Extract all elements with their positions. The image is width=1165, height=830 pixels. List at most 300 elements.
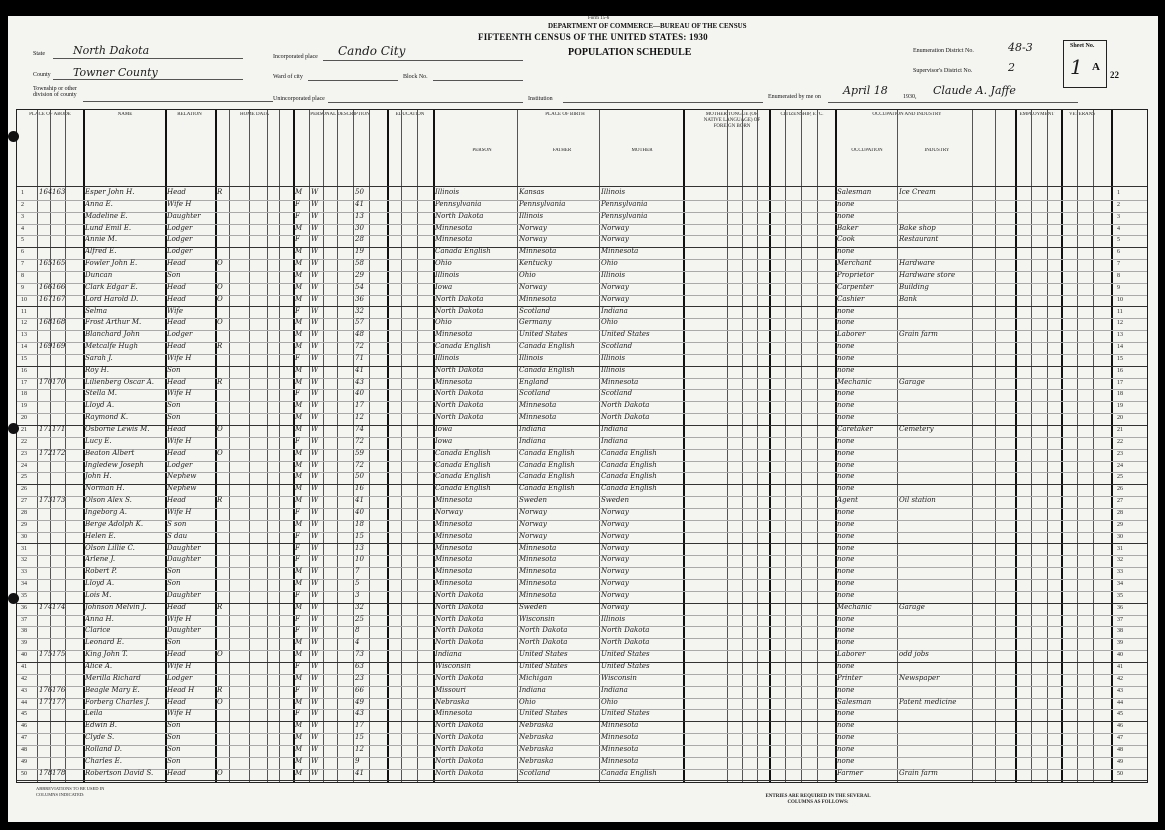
cell-rel: Wife H bbox=[167, 614, 192, 623]
cell-fbp: Canada English bbox=[519, 484, 575, 493]
line-number-right: 25 bbox=[1117, 474, 1123, 481]
cell-name: Fowler John E. bbox=[85, 259, 138, 268]
cell-mbp: Scotland bbox=[601, 342, 633, 351]
cell-fbp: Norway bbox=[519, 282, 547, 291]
group-education: EDUCATION bbox=[395, 112, 425, 117]
table-row bbox=[17, 425, 1147, 437]
cell-age: 41 bbox=[355, 768, 364, 777]
cell-fbp: Minnesota bbox=[519, 555, 557, 564]
population-table bbox=[16, 109, 1148, 783]
returns-note: ENTRIES ARE REQUIRED IN THE SEVERAL COLUMNS AS FOLLOWS: bbox=[765, 794, 871, 805]
cell-mbp: Canada English bbox=[601, 768, 657, 777]
cell-fam: 166 bbox=[52, 282, 66, 291]
cell-occ: Cook bbox=[837, 235, 856, 244]
cell-bp: Iowa bbox=[435, 425, 453, 433]
cell-bp: Minnesota bbox=[435, 330, 473, 339]
cell-name: Frost Arthur M. bbox=[85, 318, 142, 327]
cell-rel: S son bbox=[167, 519, 187, 528]
cell-name: Lund Emil E. bbox=[85, 223, 132, 232]
cell-occ: none bbox=[837, 555, 855, 564]
cell-fbp: Michigan bbox=[519, 673, 553, 682]
cell-name: Robert P. bbox=[85, 567, 118, 576]
line-number-right: 45 bbox=[1117, 711, 1123, 718]
cell-bp: Minnesota bbox=[435, 496, 473, 505]
cell-rel: Head bbox=[167, 377, 186, 386]
cell-occ: none bbox=[837, 709, 855, 718]
table-row bbox=[17, 674, 1147, 686]
line-number-right: 49 bbox=[1117, 758, 1123, 765]
cell-occ: none bbox=[837, 389, 855, 398]
cell-fam: 176 bbox=[52, 685, 66, 694]
cell-sex: M bbox=[295, 650, 303, 659]
table-row bbox=[17, 615, 1147, 627]
cell-race: W bbox=[311, 448, 319, 457]
block-label: Block No. bbox=[403, 74, 428, 80]
table-row bbox=[17, 733, 1147, 745]
cell-age: 30 bbox=[355, 223, 364, 232]
cell-name: Roy H. bbox=[85, 365, 109, 374]
group-employment: EMPLOYMENT bbox=[1019, 112, 1055, 117]
cell-bp: Wisconsin bbox=[435, 662, 471, 670]
line-number-right: 38 bbox=[1117, 628, 1123, 635]
cell-bp: North Dakota bbox=[435, 413, 484, 422]
line-number: 3 bbox=[21, 213, 24, 220]
cell-dw: 166 bbox=[39, 282, 53, 291]
cell-occ: Salesman bbox=[837, 697, 872, 706]
group-relation: RELATION bbox=[177, 112, 202, 117]
line-number-right: 3 bbox=[1117, 213, 1120, 220]
cell-ind: Grain farm bbox=[899, 768, 938, 777]
cell-occ: none bbox=[837, 460, 855, 469]
line-number: 40 bbox=[21, 652, 27, 659]
cell-name: Lilienberg Oscar A. bbox=[85, 377, 154, 386]
cell-age: 13 bbox=[355, 543, 364, 552]
cell-race: W bbox=[311, 460, 319, 469]
cell-home: O bbox=[217, 650, 223, 659]
cell-age: 29 bbox=[355, 270, 364, 279]
table-row bbox=[17, 472, 1147, 484]
cell-bp: Illinois bbox=[435, 188, 460, 196]
cell-sex: M bbox=[295, 484, 303, 493]
cell-occ: none bbox=[837, 365, 855, 374]
cell-rel: Son bbox=[167, 270, 181, 279]
cell-sex: F bbox=[295, 709, 300, 718]
cell-name: Lloyd A. bbox=[85, 401, 115, 410]
cell-fbp: Sweden bbox=[519, 602, 548, 611]
cell-occ: none bbox=[837, 579, 855, 588]
line-number-right: 29 bbox=[1117, 521, 1123, 528]
group-home-data: HOME DATA bbox=[240, 112, 269, 117]
cell-ind: Newspaper bbox=[899, 673, 940, 682]
cell-home: R bbox=[217, 377, 223, 386]
cell-age: 17 bbox=[355, 721, 364, 730]
enumerated-date: April 18 bbox=[843, 84, 888, 97]
cell-name: Arlene J. bbox=[85, 555, 116, 564]
binding-hole bbox=[8, 593, 19, 604]
cell-fbp: Minnesota bbox=[519, 413, 557, 422]
cell-rel: Daughter bbox=[167, 543, 201, 552]
cell-name: Alfred E. bbox=[85, 247, 117, 256]
line-number: 48 bbox=[21, 746, 27, 753]
line-number: 26 bbox=[21, 486, 27, 493]
line-number-right: 35 bbox=[1117, 592, 1123, 599]
cell-rel: Son bbox=[167, 638, 181, 647]
line-number: 17 bbox=[21, 379, 27, 386]
cell-occ: Salesman bbox=[837, 188, 872, 196]
cell-bp: Minnesota bbox=[435, 531, 473, 540]
line-number: 34 bbox=[21, 581, 27, 588]
cell-age: 72 bbox=[355, 436, 364, 445]
line-number: 27 bbox=[21, 498, 27, 505]
cell-fbp: Scotland bbox=[519, 389, 551, 398]
cell-name: Clyde S. bbox=[85, 733, 115, 742]
cell-rel: Lodger bbox=[167, 460, 193, 469]
cell-mbp: Norway bbox=[601, 282, 629, 291]
form-number: Form 15-6 bbox=[588, 16, 610, 21]
cell-dw: 172 bbox=[39, 448, 53, 457]
subhead-occupation: OCCUPATION bbox=[851, 148, 883, 153]
cell-name: Charles E. bbox=[85, 756, 122, 765]
cell-fbp: Indiana bbox=[519, 685, 546, 694]
cell-bp: Norway bbox=[435, 507, 463, 516]
cell-sex: M bbox=[295, 377, 303, 386]
cell-bp: Indiana bbox=[435, 650, 462, 659]
table-row bbox=[17, 330, 1147, 342]
cell-fbp: Indiana bbox=[519, 436, 546, 445]
line-number: 46 bbox=[21, 723, 27, 730]
cell-mbp: Minnesota bbox=[601, 744, 639, 753]
table-row bbox=[17, 508, 1147, 520]
line-number-right: 43 bbox=[1117, 687, 1123, 694]
cell-fbp: Germany bbox=[519, 318, 552, 327]
cell-rel: Head bbox=[167, 650, 186, 659]
cell-race: W bbox=[311, 756, 319, 765]
line-number: 5 bbox=[21, 237, 24, 244]
cell-mbp: Illinois bbox=[601, 270, 626, 279]
cell-race: W bbox=[311, 330, 319, 339]
cell-age: 8 bbox=[355, 626, 360, 635]
cell-bp: North Dakota bbox=[435, 638, 484, 647]
table-row bbox=[17, 449, 1147, 461]
cell-rel: Son bbox=[167, 401, 181, 410]
cell-age: 4 bbox=[355, 638, 360, 647]
cell-occ: Farmer bbox=[837, 768, 864, 777]
cell-fbp: Canada English bbox=[519, 448, 575, 457]
cell-name: Edwin B. bbox=[85, 721, 117, 730]
cell-age: 3 bbox=[355, 590, 360, 599]
table-row bbox=[17, 366, 1147, 378]
cell-sex: M bbox=[295, 721, 303, 730]
cell-bp: Minnesota bbox=[435, 709, 473, 718]
cell-mbp: United States bbox=[601, 662, 650, 670]
cell-mbp: Illinois bbox=[601, 614, 626, 623]
cell-sex: M bbox=[295, 472, 303, 481]
cell-occ: none bbox=[837, 756, 855, 765]
line-number: 14 bbox=[21, 344, 27, 351]
cell-rel: Head bbox=[167, 496, 186, 505]
cell-age: 5 bbox=[355, 579, 360, 588]
subhead-father: FATHER bbox=[552, 148, 572, 153]
cell-sex: M bbox=[295, 401, 303, 410]
group-place-of-birth: PLACE OF BIRTH bbox=[545, 112, 585, 117]
cell-mbp: Illinois bbox=[601, 365, 626, 374]
cell-rel: Son bbox=[167, 721, 181, 730]
cell-mbp: Canada English bbox=[601, 484, 657, 493]
cell-occ: none bbox=[837, 448, 855, 457]
cell-ind: Oil station bbox=[899, 496, 936, 505]
cell-age: 13 bbox=[355, 211, 364, 220]
cell-name: King John T. bbox=[85, 650, 128, 659]
cell-name: Beaton Albert bbox=[85, 448, 135, 457]
table-row bbox=[17, 235, 1147, 247]
cell-mbp: Pennsylvania bbox=[601, 211, 648, 220]
cell-name: Merilla Richard bbox=[85, 673, 141, 682]
table-row bbox=[17, 212, 1147, 224]
cell-fam: 173 bbox=[52, 496, 66, 505]
cell-rel: Head bbox=[167, 425, 186, 433]
cell-home: O bbox=[217, 282, 223, 291]
cell-sex: M bbox=[295, 330, 303, 339]
table-row bbox=[17, 342, 1147, 354]
table-row bbox=[17, 200, 1147, 212]
line-number: 20 bbox=[21, 415, 27, 422]
line-number: 8 bbox=[21, 272, 24, 279]
cell-fbp: Norway bbox=[519, 531, 547, 540]
cell-mbp: Norway bbox=[601, 507, 629, 516]
sheet-side: A bbox=[1092, 61, 1100, 73]
cell-occ: none bbox=[837, 685, 855, 694]
cell-rel: Head H bbox=[167, 685, 195, 694]
cell-rel: Head bbox=[167, 294, 186, 303]
line-number: 23 bbox=[21, 450, 27, 457]
group-place-of-abode: PLACE OF ABODE bbox=[29, 112, 71, 117]
institution-label: Institution bbox=[528, 96, 553, 102]
cell-ind: odd jobs bbox=[899, 650, 929, 659]
state-label: State bbox=[33, 51, 45, 57]
cell-name: Selma bbox=[85, 306, 107, 315]
cell-fbp: Minnesota bbox=[519, 590, 557, 599]
cell-fbp: United States bbox=[519, 330, 568, 339]
line-number-right: 34 bbox=[1117, 581, 1123, 588]
cell-race: W bbox=[311, 519, 319, 528]
cell-race: W bbox=[311, 744, 319, 753]
cell-fbp: Scotland bbox=[519, 306, 551, 315]
cell-mbp: Norway bbox=[601, 567, 629, 576]
cell-mbp: Indiana bbox=[601, 425, 628, 433]
cell-age: 18 bbox=[355, 519, 364, 528]
cell-fbp: Canada English bbox=[519, 342, 575, 351]
cell-bp: Minnesota bbox=[435, 377, 473, 386]
cell-occ: Laborer bbox=[837, 650, 866, 659]
cell-race: W bbox=[311, 259, 319, 268]
cell-sex: F bbox=[295, 662, 300, 670]
table-row bbox=[17, 603, 1147, 615]
line-number: 33 bbox=[21, 569, 27, 576]
cell-name: Norman H. bbox=[85, 484, 125, 493]
group-occupation: OCCUPATION AND INDUSTRY bbox=[872, 112, 942, 117]
cell-age: 73 bbox=[355, 650, 364, 659]
cell-rel: Lodger bbox=[167, 330, 193, 339]
subhead-industry: INDUSTRY bbox=[924, 148, 950, 153]
cell-name: Leila bbox=[85, 709, 103, 718]
line-number-right: 4 bbox=[1117, 225, 1120, 232]
line-number: 18 bbox=[21, 391, 27, 398]
cell-fbp: Minnesota bbox=[519, 543, 557, 552]
table-row bbox=[17, 378, 1147, 390]
cell-sex: M bbox=[295, 744, 303, 753]
cell-race: W bbox=[311, 247, 319, 256]
table-row bbox=[17, 318, 1147, 330]
line-number-right: 14 bbox=[1117, 344, 1123, 351]
cell-name: Lloyd A. bbox=[85, 579, 115, 588]
cell-fbp: Norway bbox=[519, 507, 547, 516]
cell-sex: F bbox=[295, 199, 300, 208]
county-label: County bbox=[33, 72, 51, 78]
cell-rel: Son bbox=[167, 744, 181, 753]
cell-dw: 164 bbox=[39, 188, 53, 196]
state-value: North Dakota bbox=[73, 44, 150, 57]
cell-sex: F bbox=[295, 626, 300, 635]
cell-sex: F bbox=[295, 685, 300, 694]
cell-name: Blanchard John bbox=[85, 330, 140, 339]
line-number: 29 bbox=[21, 521, 27, 528]
sheet-no-label: Sheet No. bbox=[1070, 43, 1095, 49]
table-row bbox=[17, 307, 1147, 319]
cell-fbp: Pennsylvania bbox=[519, 199, 566, 208]
cell-bp: North Dakota bbox=[435, 626, 484, 635]
division-label: division of county bbox=[33, 92, 77, 98]
line-number-right: 15 bbox=[1117, 355, 1123, 362]
cell-mbp: United States bbox=[601, 330, 650, 339]
cell-race: W bbox=[311, 365, 319, 374]
cell-bp: North Dakota bbox=[435, 756, 484, 765]
cell-occ: none bbox=[837, 484, 855, 493]
line-number: 38 bbox=[21, 628, 27, 635]
cell-age: 43 bbox=[355, 377, 364, 386]
cell-fbp: Illinois bbox=[519, 211, 544, 220]
cell-age: 23 bbox=[355, 673, 364, 682]
cell-mbp: Indiana bbox=[601, 436, 628, 445]
cell-ind: Building bbox=[899, 282, 929, 291]
line-number: 25 bbox=[21, 474, 27, 481]
cell-fbp: Nebraska bbox=[519, 721, 554, 730]
cell-bp: Canada English bbox=[435, 342, 491, 351]
cell-name: Lucy E. bbox=[85, 436, 112, 445]
line-number-right: 2 bbox=[1117, 201, 1120, 208]
cell-fbp: Minnesota bbox=[519, 294, 557, 303]
cell-age: 50 bbox=[355, 472, 364, 481]
cell-age: 57 bbox=[355, 318, 364, 327]
cell-race: W bbox=[311, 436, 319, 445]
cell-ind: Hardware bbox=[899, 259, 935, 268]
cell-race: W bbox=[311, 342, 319, 351]
cell-race: W bbox=[311, 484, 319, 493]
cell-fbp: England bbox=[519, 377, 549, 386]
cell-fbp: Norway bbox=[519, 235, 547, 244]
line-number-right: 13 bbox=[1117, 332, 1123, 339]
cell-home: O bbox=[217, 425, 223, 433]
cell-mbp: Norway bbox=[601, 223, 629, 232]
cell-sex: M bbox=[295, 697, 303, 706]
cell-age: 15 bbox=[355, 531, 364, 540]
table-row bbox=[17, 484, 1147, 496]
table-body bbox=[17, 188, 1147, 782]
cell-rel: Head bbox=[167, 697, 186, 706]
cell-mbp: Indiana bbox=[601, 306, 628, 315]
table-row bbox=[17, 224, 1147, 236]
cell-age: 63 bbox=[355, 662, 364, 670]
cell-fam: 167 bbox=[52, 294, 66, 303]
cell-sex: M bbox=[295, 519, 303, 528]
cell-race: W bbox=[311, 353, 319, 362]
cell-sex: F bbox=[295, 590, 300, 599]
cell-bp: Minnesota bbox=[435, 579, 473, 588]
line-number-right: 28 bbox=[1117, 509, 1123, 516]
table-row bbox=[17, 532, 1147, 544]
cell-mbp: Norway bbox=[601, 235, 629, 244]
subhead-person: PERSON bbox=[472, 148, 492, 153]
cell-race: W bbox=[311, 401, 319, 410]
cell-age: 72 bbox=[355, 342, 364, 351]
cell-age: 16 bbox=[355, 484, 364, 493]
cell-fbp: Ohio bbox=[519, 697, 536, 706]
line-number: 44 bbox=[21, 699, 27, 706]
cell-bp: Canada English bbox=[435, 472, 491, 481]
cell-home: O bbox=[217, 697, 223, 706]
supervisor-district-label: Supervisor's District No. bbox=[913, 68, 973, 74]
department-title: DEPARTMENT OF COMMERCE—BUREAU OF THE CENSUS bbox=[548, 22, 747, 30]
line-number: 19 bbox=[21, 403, 27, 410]
cell-home: O bbox=[217, 259, 223, 268]
cell-fbp: United States bbox=[519, 662, 568, 670]
cell-mbp: Canada English bbox=[601, 472, 657, 481]
line-number: 2 bbox=[21, 201, 24, 208]
cell-age: 43 bbox=[355, 709, 364, 718]
cell-occ: Mechanic bbox=[837, 377, 872, 386]
cell-dw: 173 bbox=[39, 496, 53, 505]
cell-sex: F bbox=[295, 614, 300, 623]
cell-rel: S dau bbox=[167, 531, 188, 540]
cell-bp: North Dakota bbox=[435, 744, 484, 753]
cell-rel: Lodger bbox=[167, 673, 193, 682]
cell-home: O bbox=[217, 448, 223, 457]
cell-occ: none bbox=[837, 531, 855, 540]
cell-fbp: Minnesota bbox=[519, 247, 557, 256]
line-number-right: 32 bbox=[1117, 557, 1123, 564]
table-row bbox=[17, 354, 1147, 366]
cell-rel: Lodger bbox=[167, 223, 193, 232]
line-number-right: 8 bbox=[1117, 272, 1120, 279]
cell-dw: 178 bbox=[39, 768, 53, 777]
cell-dw: 175 bbox=[39, 650, 53, 659]
cell-occ: Agent bbox=[837, 496, 858, 505]
line-number: 15 bbox=[21, 355, 27, 362]
enumerated-year: 1930, bbox=[903, 94, 917, 100]
cell-mbp: North Dakota bbox=[601, 638, 650, 647]
abbreviations-note: ABBREVIATIONS TO BE USED IN COLUMNS INDICATED: bbox=[36, 786, 105, 797]
cell-mbp: United States bbox=[601, 709, 650, 718]
table-row bbox=[17, 626, 1147, 638]
cell-ind: Ice Cream bbox=[899, 188, 936, 196]
cell-mbp: United States bbox=[601, 650, 650, 659]
cell-race: W bbox=[311, 673, 319, 682]
table-row bbox=[17, 247, 1147, 259]
census-title: FIFTEENTH CENSUS OF THE UNITED STATES: 1930 bbox=[478, 32, 708, 42]
cell-race: W bbox=[311, 709, 319, 718]
table-row bbox=[17, 544, 1147, 556]
cell-sex: M bbox=[295, 425, 303, 433]
cell-sex: M bbox=[295, 413, 303, 422]
